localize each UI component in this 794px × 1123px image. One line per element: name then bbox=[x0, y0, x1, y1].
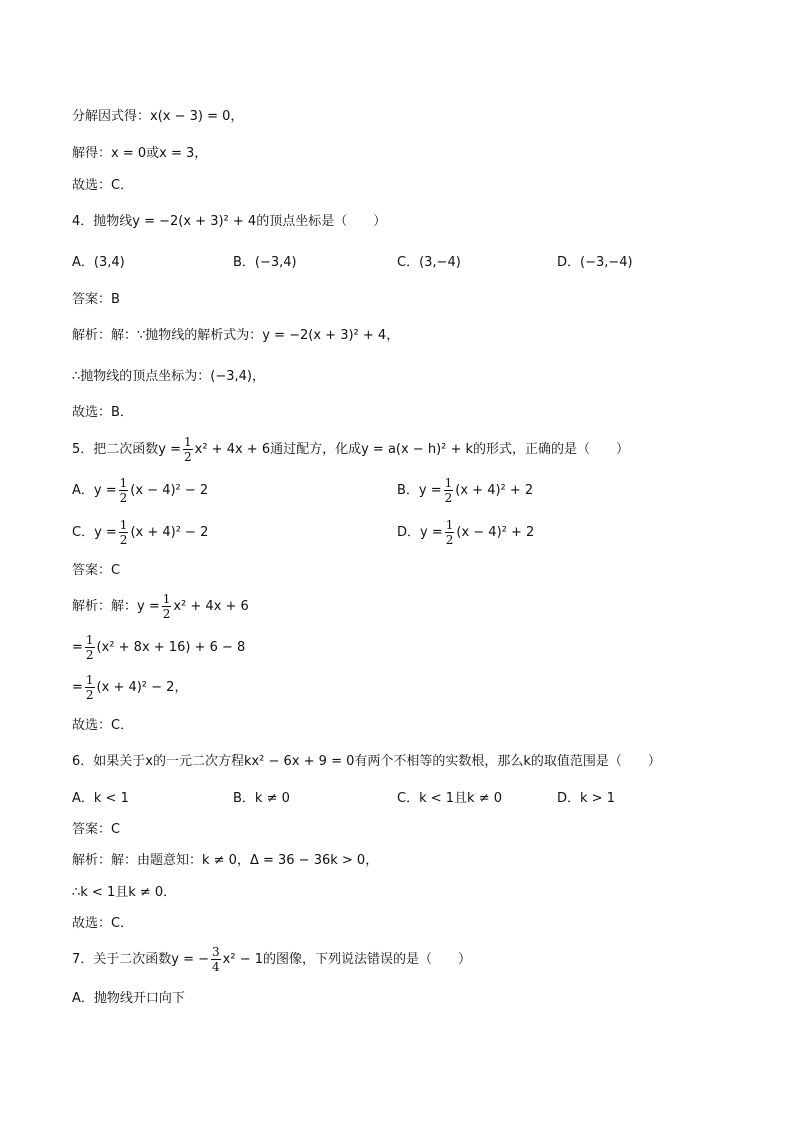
q4-option-a: A．(3,4) bbox=[72, 255, 125, 270]
q5-suffix: x² + 4x + 6通过配方，化成y = a(x − h)² + k的形式，正确的是（ ） bbox=[194, 442, 630, 457]
fraction-numerator: 1 bbox=[119, 518, 128, 532]
fraction-numerator: 1 bbox=[184, 435, 192, 449]
q4-solution-2: ∴抛物线的顶点坐标为：(−3,4)， bbox=[72, 369, 265, 384]
option-suffix: (x + 4)² − 2 bbox=[130, 525, 209, 540]
line-factor: 分解因式得：x(x − 3) = 0， bbox=[72, 109, 244, 124]
q6-solution-3: 故选：C． bbox=[72, 916, 134, 931]
q6-option-b: B．k ≠ 0 bbox=[233, 791, 290, 806]
fraction-denominator: 2 bbox=[184, 450, 192, 464]
q6-option-c: C．k < 1且k ≠ 0 bbox=[397, 791, 502, 806]
option-suffix: (x − 4)² − 2 bbox=[130, 483, 209, 498]
question-6: 6．如果关于x的一元二次方程kx² − 6x + 9 = 0有两个不相等的实数根，那么k的取值范围是（ ） bbox=[72, 754, 661, 769]
q7-suffix: x² − 1的图像，下列说法错误的是（ ） bbox=[222, 952, 471, 967]
fraction-denominator: 4 bbox=[212, 960, 220, 974]
fraction-denominator: 2 bbox=[162, 607, 171, 621]
fraction-denominator: 2 bbox=[119, 533, 128, 547]
option-prefix: B．y = bbox=[397, 483, 442, 498]
q5-option-b bbox=[397, 476, 533, 505]
q4-option-b: B．(−3,4) bbox=[233, 255, 297, 270]
line-choose-c: 故选：C． bbox=[72, 178, 134, 193]
option-fraction bbox=[444, 476, 454, 505]
fraction-denominator: 2 bbox=[445, 533, 454, 547]
q4-option-c: C．(3,−4) bbox=[397, 255, 461, 270]
solution-fraction bbox=[85, 673, 95, 702]
q7-fraction bbox=[211, 945, 221, 974]
solution-prefix: = bbox=[72, 640, 83, 655]
q5-solution-2 bbox=[72, 633, 245, 662]
fraction-denominator: 2 bbox=[119, 491, 128, 505]
q4-solution-1: 解析：解：∵抛物线的解析式为：y = −2(x + 3)² + 4， bbox=[72, 328, 400, 343]
solution-suffix: (x² + 8x + 16) + 6 − 8 bbox=[96, 640, 246, 655]
question-4: 4．抛物线y = −2(x + 3)² + 4的顶点坐标是（ ） bbox=[72, 214, 387, 229]
fraction-denominator: 2 bbox=[444, 491, 453, 505]
fraction-numerator: 1 bbox=[85, 633, 94, 647]
fraction-numerator: 1 bbox=[119, 476, 128, 490]
q5-option-a bbox=[72, 476, 208, 505]
q4-solution-3: 故选：B． bbox=[72, 405, 133, 420]
q5-solution-3 bbox=[72, 673, 187, 702]
q5-solution-1 bbox=[72, 592, 249, 621]
fraction-denominator: 2 bbox=[85, 648, 94, 662]
q7-option-a: A．抛物线开口向下 bbox=[72, 991, 185, 1006]
solution-prefix: 解析：解：y = bbox=[72, 599, 160, 614]
question-5 bbox=[72, 435, 629, 464]
q4-answer: 答案：B bbox=[72, 292, 120, 307]
fraction-denominator: 2 bbox=[85, 688, 94, 702]
option-prefix: C．y = bbox=[72, 525, 117, 540]
q5-solution-4: 故选：C． bbox=[72, 718, 134, 733]
option-fraction bbox=[119, 518, 129, 547]
solution-fraction bbox=[162, 592, 172, 621]
q6-solution-2: ∴k < 1且k ≠ 0． bbox=[72, 885, 177, 900]
q5-prefix: 5．把二次函数y = bbox=[72, 442, 181, 457]
solution-suffix: x² + 4x + 6 bbox=[173, 599, 249, 614]
q6-solution-1: 解析：解：由题意知：k ≠ 0，Δ = 36 − 36k > 0， bbox=[72, 853, 379, 868]
q6-option-d: D．k > 1 bbox=[557, 791, 615, 806]
question-7 bbox=[72, 945, 471, 974]
q6-option-a: A．k < 1 bbox=[72, 791, 129, 806]
option-suffix: (x + 4)² + 2 bbox=[455, 483, 534, 498]
q5-answer: 答案：C bbox=[72, 563, 121, 578]
fraction-numerator: 1 bbox=[162, 592, 171, 606]
q6-answer: 答案：C bbox=[72, 822, 121, 837]
option-fraction bbox=[445, 518, 455, 547]
option-prefix: D．y = bbox=[397, 525, 443, 540]
fraction-numerator: 3 bbox=[212, 945, 220, 959]
option-fraction bbox=[119, 476, 129, 505]
q7-prefix: 7．关于二次函数y = − bbox=[72, 952, 210, 967]
line-solve: 解得：x = 0或x = 3， bbox=[72, 146, 208, 161]
q4-option-d: D．(−3,−4) bbox=[557, 255, 633, 270]
solution-prefix: = bbox=[72, 680, 83, 695]
solution-suffix: (x + 4)² − 2， bbox=[96, 680, 188, 695]
option-suffix: (x − 4)² + 2 bbox=[456, 525, 535, 540]
fraction-numerator: 1 bbox=[445, 518, 454, 532]
fraction-numerator: 1 bbox=[444, 476, 453, 490]
q5-option-d bbox=[397, 518, 534, 547]
option-prefix: A．y = bbox=[72, 483, 117, 498]
fraction-numerator: 1 bbox=[85, 673, 94, 687]
solution-fraction bbox=[85, 633, 95, 662]
q5-option-c bbox=[72, 518, 208, 547]
q5-fraction bbox=[183, 435, 193, 464]
